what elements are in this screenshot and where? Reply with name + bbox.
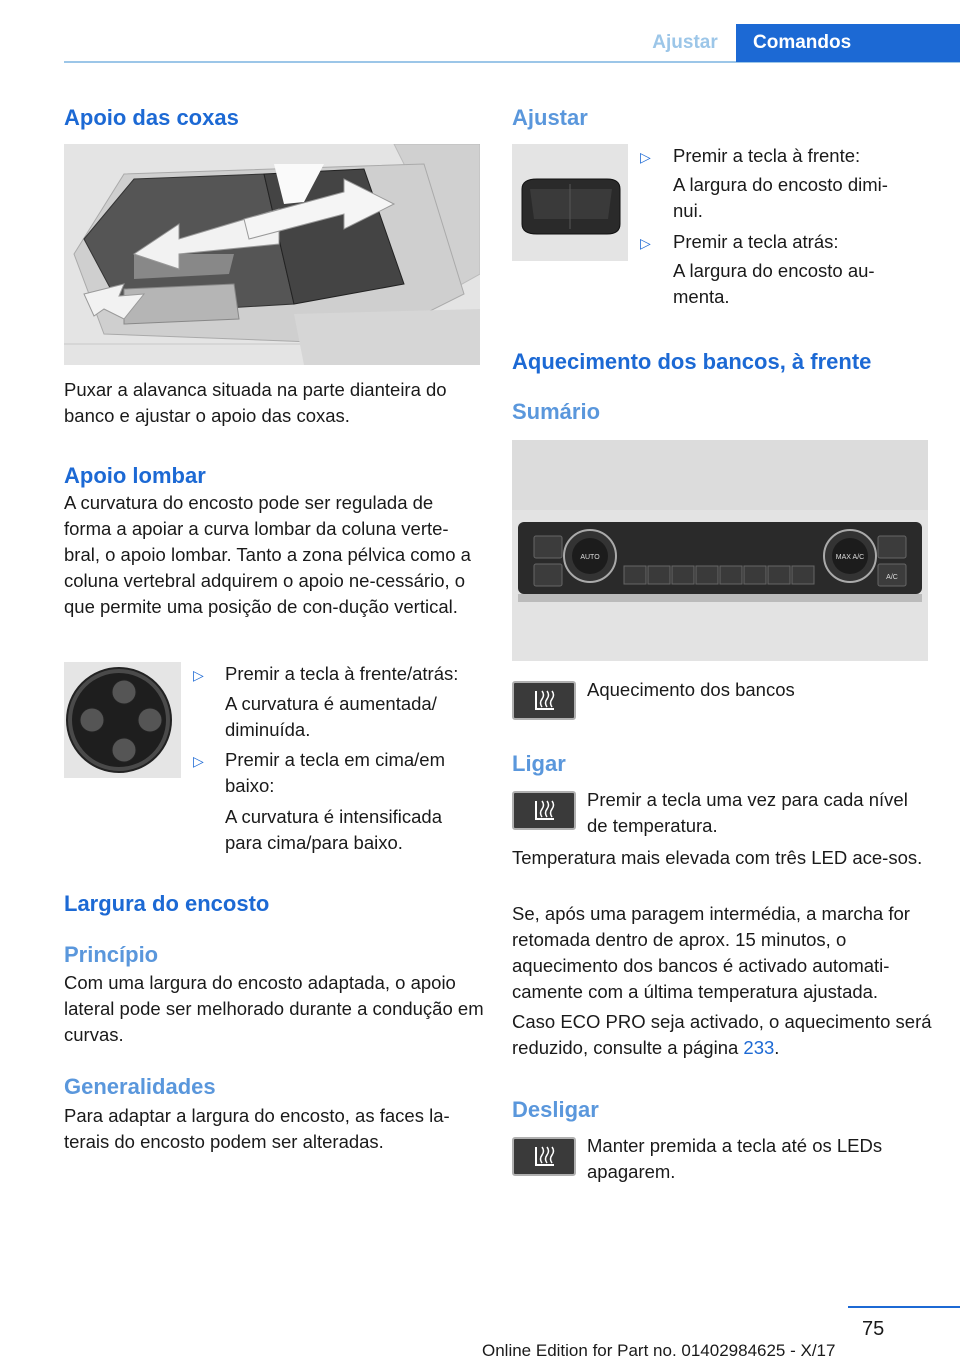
lumbar-switch-illustration	[64, 662, 181, 778]
thigh-support-heading: Apoio das coxas	[64, 105, 239, 130]
seat-heating-icon	[512, 681, 576, 720]
footer-edition-text: Online Edition for Part no. 01402984625 - X/17	[482, 1341, 836, 1360]
lumbar-bullet-2: Premir a tecla em cima/em baixo:	[225, 749, 445, 796]
backrest-width-switch-illustration	[512, 144, 628, 261]
adjust-bullet-1: Premir a tecla à frente:	[673, 145, 861, 166]
lumbar-bullet-2-detail: A curvatura é intensificada para cima/para baixo.	[225, 806, 442, 853]
adjust-heading: Ajustar	[512, 105, 588, 130]
panel-auto-label: AUTO	[580, 554, 600, 561]
principle-text: Com uma largura do encosto adaptada, o apoio lateral pode ser melhorado durante a condução em curvas.	[64, 972, 484, 1045]
switch-on-text: Premir a tecla uma vez para cada nível de temperatura.	[587, 789, 908, 836]
adjust-bullet-2: Premir a tecla atrás:	[673, 231, 839, 252]
adjust-bullet-1-detail: A largura do encosto dimi-nui.	[673, 174, 888, 221]
panel-ac-label: A/C	[886, 574, 898, 581]
bullet-triangle-icon: ▷	[640, 149, 651, 165]
thigh-support-text: Puxar a alavanca situada na parte dianteira do banco e ajustar o apoio das coxas.	[64, 379, 447, 426]
switch-on-p2: Temperatura mais elevada com três LED ace-sos.	[512, 847, 923, 868]
eco-pro-text-end: .	[774, 1037, 780, 1058]
header-section-tab[interactable]: Ajustar	[652, 32, 718, 53]
panel-max-ac-label: MAX A/C	[835, 554, 865, 561]
page-reference-link[interactable]: 233	[743, 1037, 775, 1058]
footer-rule	[848, 1306, 960, 1308]
bullet-triangle-icon: ▷	[640, 235, 651, 251]
summary-heading: Sumário	[512, 399, 601, 424]
seat-heating-label: Aquecimento dos bancos	[587, 679, 795, 700]
general-heading: Generalidades	[64, 1074, 216, 1099]
seat-heating-icon	[512, 1137, 576, 1176]
lumbar-bullet-1: Premir a tecla à frente/atrás:	[225, 663, 459, 684]
lumbar-support-heading: Apoio lombar	[64, 463, 206, 488]
seat-heating-icon	[512, 791, 576, 830]
switch-off-text: Manter premida a tecla até os LEDs apagarem.	[587, 1135, 883, 1182]
seat-thigh-support-illustration	[64, 144, 480, 365]
bullet-triangle-icon: ▷	[193, 753, 204, 769]
eco-pro-text: Caso ECO PRO seja activado, o aquecimento será reduzido, consulte a página	[512, 1011, 932, 1058]
bullet-triangle-icon: ▷	[193, 667, 204, 683]
seat-heating-heading: Aquecimento dos bancos, à frente	[512, 349, 872, 374]
switch-off-heading: Desligar	[512, 1097, 599, 1122]
lumbar-bullet-1-detail: A curvatura é aumentada/ diminuída.	[225, 693, 437, 740]
lumbar-support-text: A curvatura do encosto pode ser regulada de forma a apoiar a curva lombar da coluna verte-bral, o apoio lombar. Tanto a zona pélvica como a coluna vertebral adquirem o apoio ne-cessário, o que permite uma posição de con-dução vertical.	[64, 492, 471, 617]
switch-on-p3: Se, após uma paragem intermédia, a marcha for retomada dentro de aprox. 15 minutos, o aquecimento dos bancos é activado automati-camente com a última temperatura ajustada.	[512, 903, 910, 1002]
page-number: 75	[862, 1318, 885, 1340]
backrest-width-heading: Largura do encosto	[64, 891, 270, 916]
adjust-bullet-2-detail: A largura do encosto au-menta.	[673, 260, 875, 307]
general-text: Para adaptar a largura do encosto, as faces la-terais do encosto podem ser alteradas.	[64, 1105, 450, 1152]
climate-control-panel-illustration	[512, 440, 928, 661]
header-chapter-tab[interactable]: Comandos	[736, 24, 960, 62]
principle-heading: Princípio	[64, 942, 159, 967]
switch-on-heading: Ligar	[512, 751, 566, 776]
switch-on-p4	[512, 1009, 932, 1061]
